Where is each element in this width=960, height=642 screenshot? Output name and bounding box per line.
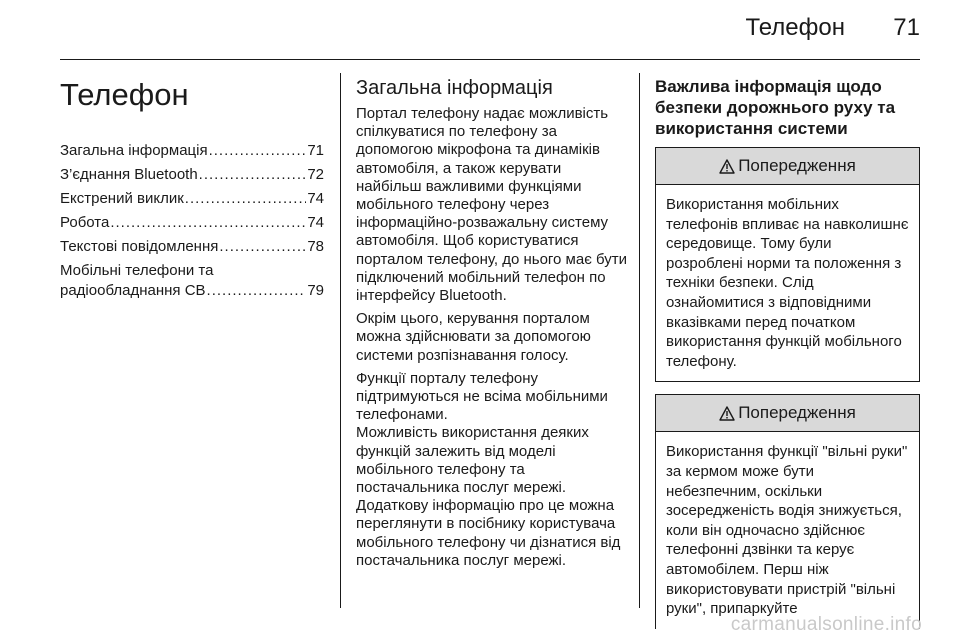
running-header-title: Телефон	[745, 14, 845, 41]
toc-leader	[199, 165, 307, 185]
body-paragraph: Функції порталу телефону підтримуються не всіма мобільними телефонами.	[356, 369, 608, 424]
warning-heading: Попередження	[738, 156, 856, 175]
warning-text: Використання функції "вільні руки" за кермом може бути небезпечним, оскільки зосередженість водія знижується, коли він одночасно здійснює телефонні дзвінки та керує автомобілем. Перш ніж використовувати пристрій "вільні руки", припаркуйте	[666, 443, 908, 618]
toc-entry-label-line1: Мобільні телефони та	[60, 262, 214, 279]
toc-leader	[209, 141, 307, 161]
toc-leader	[185, 189, 307, 209]
warning-text: Використання мобільних телефонів впливає на навколишнє середовище. Тому були розроблені норми та положення з техніки безпеки. Слід ознайомитися з відповідними вказівками перед початком використання функцій мобільного телефону.	[666, 196, 909, 370]
toc-entry-label: Робота	[60, 214, 110, 231]
warning-triangle-icon	[719, 406, 735, 421]
body-paragraph: Окрім цього, керування порталом можна здійснювати за допомогою системи розпізнавання голосу.	[356, 310, 591, 364]
general-info-column	[356, 76, 628, 575]
safety-section-title: Важлива інформація щодо безпеки дорожнього руху та використання системи	[655, 77, 896, 138]
body-paragraph: Можливість використання деяких функцій залежить від моделі мобільного телефону та постачальника послуг мережі. Додаткову інформацію про це можна переглянути в посібнику користувача мобільного телефону чи дізнатися від постачальника послуг мережі.	[356, 424, 621, 569]
column-divider-2	[639, 73, 640, 608]
toc-leader	[219, 237, 306, 257]
toc-entry[interactable]	[60, 237, 324, 257]
watermark: carmanualsonline.info	[730, 614, 922, 635]
page-number: 71	[893, 14, 920, 41]
toc-entry-label: Загальна інформація	[60, 142, 208, 159]
toc-leader	[110, 213, 306, 233]
warning-header	[656, 148, 919, 185]
toc-entry-label-line2: радіообладнання CB	[60, 282, 206, 299]
toc-entry-page: 79	[307, 282, 324, 299]
toc-entry-label: З’єднання Bluetooth	[60, 166, 198, 183]
toc-entry-label: Екстрений виклик	[60, 190, 184, 207]
toc-entry[interactable]	[60, 261, 324, 301]
column-divider-1	[340, 73, 341, 608]
toc-entry[interactable]	[60, 165, 324, 185]
table-of-contents	[60, 141, 324, 301]
toc-entry-page: 71	[307, 142, 324, 159]
toc-entry-page: 72	[307, 166, 324, 183]
safety-column	[655, 76, 920, 629]
toc-leader	[207, 281, 307, 301]
warning-triangle-icon	[719, 159, 735, 174]
toc-entry-page: 74	[307, 214, 324, 231]
warning-header	[656, 395, 919, 432]
warning-box	[655, 147, 920, 382]
warning-box	[655, 394, 920, 628]
toc-entry-label: Текстові повідомлення	[60, 238, 219, 255]
header-divider	[60, 59, 920, 60]
section-title: Загальна інформація	[356, 77, 553, 99]
toc-entry-page: 78	[307, 238, 324, 255]
toc-entry-page: 74	[307, 190, 324, 207]
body-paragraph: Портал телефону надає можливість спілкуватися по телефону за допомогою мікрофона та динаміків автомобіля, а також керувати найбільш важливими функціями мобільного телефону через інформаційно-розважальну систему автомобіля. Щоб користуватися порталом телефону, до нього має бути підключений мобільний телефон по інтерфейсу Bluetooth.	[356, 105, 628, 305]
chapter-title: Телефон	[60, 77, 189, 112]
toc-entry[interactable]	[60, 213, 324, 233]
warning-heading: Попередження	[738, 403, 856, 423]
chapter-column	[60, 76, 324, 305]
toc-entry[interactable]	[60, 189, 324, 209]
toc-entry[interactable]	[60, 141, 324, 161]
